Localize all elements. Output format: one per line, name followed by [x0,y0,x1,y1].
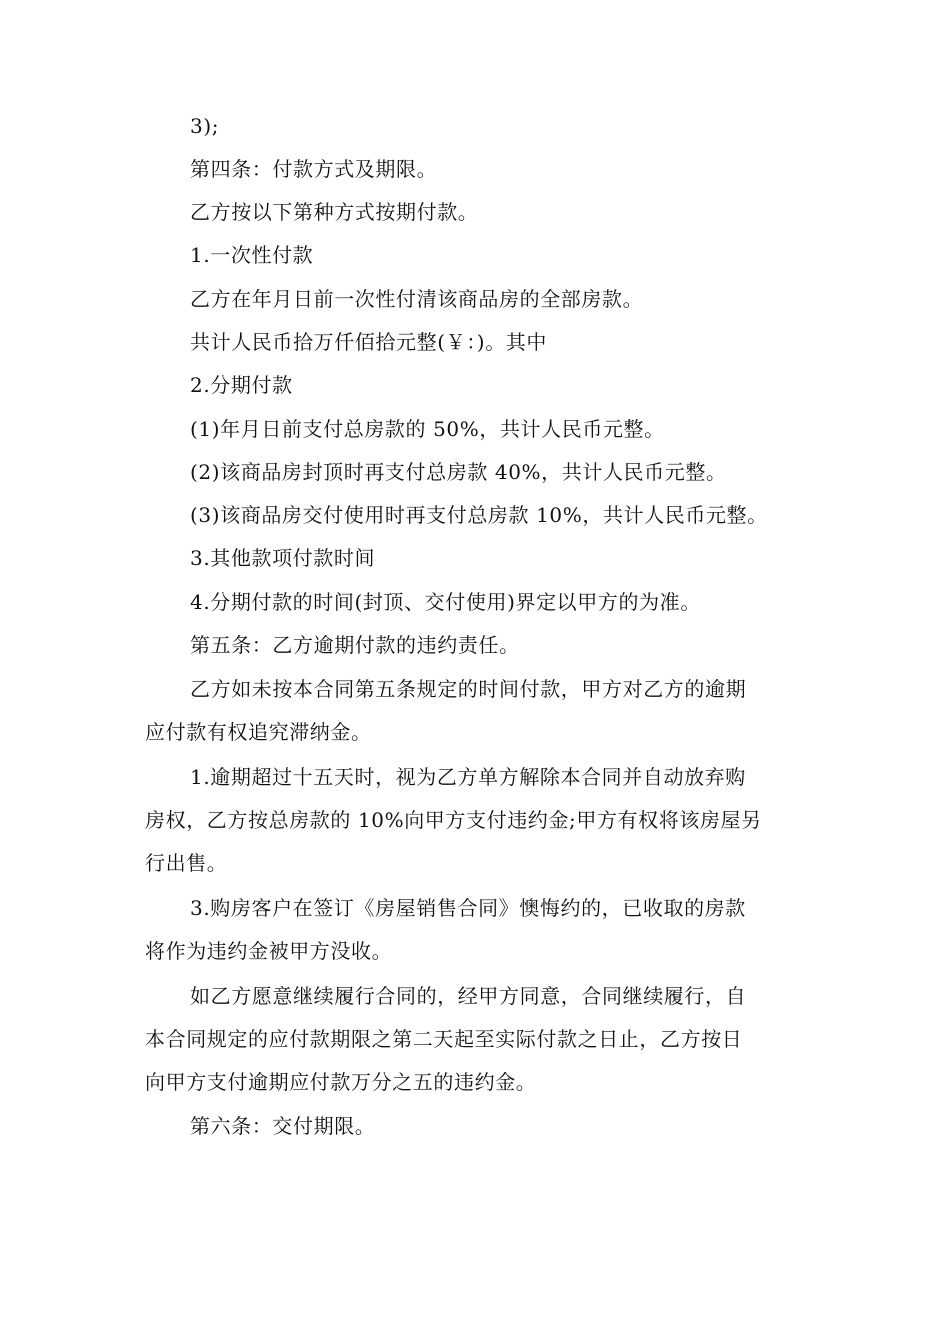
text-line: 3); [190,114,220,138]
text-line: 乙方在年月日前一次性付清该商品房的全部房款。 [190,287,644,311]
paragraph-line: 乙方如未按本合同第五条规定的时间付款，甲方对乙方的逾期 [190,677,747,701]
text-line: (3)该商品房交付使用时再支付总房款 10%，共计人民币元整。 [190,503,768,527]
text-line: 2.分期付款 [190,373,293,397]
paragraph [145,887,805,973]
text-line: (2)该商品房封顶时再支付总房款 40%，共计人民币元整。 [190,460,727,484]
text-line: (1)年月日前支付总房款的 50%，共计人民币元整。 [190,417,665,441]
paragraph-line: 房权，乙方按总房款的 10%向甲方支付违约金;甲方有权将该房屋另 [145,808,762,832]
paragraph [145,668,805,754]
paragraph-line: 本合同规定的应付款期限之第二天起至实际付款之日止，乙方按日 [145,1027,743,1051]
paragraph [145,756,805,885]
text-line: 共计人民币拾万仟佰拾元整(￥：)。其中 [190,330,548,354]
section-heading-4: 第四条：付款方式及期限。 [190,157,438,181]
text-line: 3.其他款项付款时间 [190,546,376,570]
paragraph-line: 如乙方愿意继续履行合同的，经甲方同意，合同继续履行，自 [190,984,747,1008]
text-line: 1.一次性付款 [190,243,314,267]
section-heading-6: 第六条：交付期限。 [190,1114,376,1138]
paragraph [145,975,805,1104]
paragraph-line: 向甲方支付逾期应付款万分之五的违约金。 [145,1070,537,1094]
paragraph-line: 应付款有权追究滞纳金。 [145,720,372,744]
paragraph-line: 1.逾期超过十五天时，视为乙方单方解除本合同并自动放弃购 [190,765,746,789]
section-heading-5: 第五条：乙方逾期付款的违约责任。 [190,633,520,657]
paragraph-line: 行出售。 [145,851,228,875]
text-line: 4.分期付款的时间(封顶、交付使用)界定以甲方的为准。 [190,590,701,614]
paragraph-line: 3.购房客户在签订《房屋销售合同》懊悔约的，已收取的房款 [190,896,746,920]
text-line: 乙方按以下第种方式按期付款。 [190,200,479,224]
paragraph-line: 将作为违约金被甲方没收。 [145,939,393,963]
